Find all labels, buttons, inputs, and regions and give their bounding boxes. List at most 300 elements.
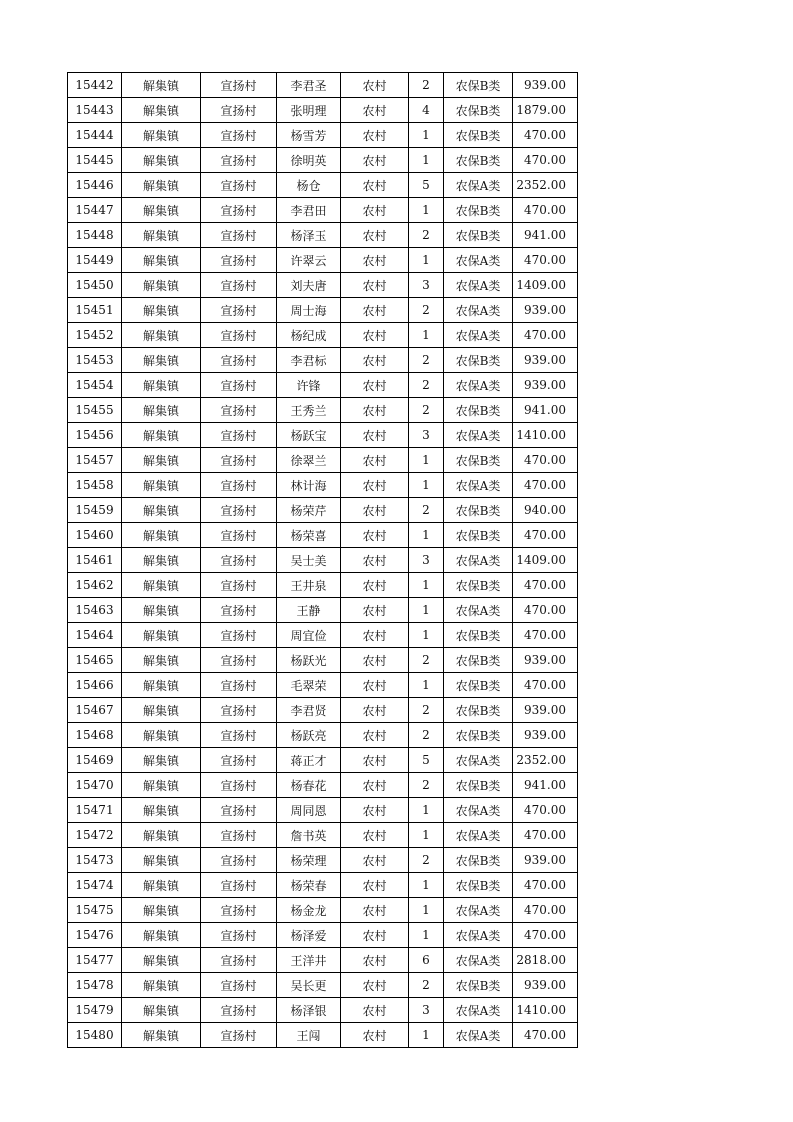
table-row	[68, 398, 578, 423]
cell-record-id: 15467	[68, 698, 122, 723]
table-row	[68, 348, 578, 373]
cell-household-type: 农村	[341, 523, 409, 548]
cell-insurance-category: 农保A类	[444, 323, 513, 348]
table-row	[68, 873, 578, 898]
cell-household-type: 农村	[341, 73, 409, 98]
cell-insurance-category: 农保A类	[444, 548, 513, 573]
cell-village: 宣扬村	[201, 298, 277, 323]
cell-household-type: 农村	[341, 548, 409, 573]
cell-amount: 470.00	[513, 823, 578, 848]
cell-insurance-category: 农保A类	[444, 248, 513, 273]
cell-member-count: 4	[409, 98, 444, 123]
table-row	[68, 123, 578, 148]
cell-record-id: 15458	[68, 473, 122, 498]
cell-member-count: 5	[409, 748, 444, 773]
cell-name: 杨仓	[277, 173, 341, 198]
cell-town: 解集镇	[122, 948, 201, 973]
cell-member-count: 2	[409, 698, 444, 723]
cell-amount: 470.00	[513, 248, 578, 273]
cell-insurance-category: 农保A类	[444, 598, 513, 623]
cell-insurance-category: 农保A类	[444, 748, 513, 773]
cell-household-type: 农村	[341, 748, 409, 773]
cell-insurance-category: 农保B类	[444, 873, 513, 898]
cell-record-id: 15464	[68, 623, 122, 648]
cell-amount: 470.00	[513, 798, 578, 823]
cell-record-id: 15476	[68, 923, 122, 948]
cell-record-id: 15449	[68, 248, 122, 273]
cell-village: 宣扬村	[201, 498, 277, 523]
cell-record-id: 15463	[68, 598, 122, 623]
cell-insurance-category: 农保B类	[444, 673, 513, 698]
table-row	[68, 623, 578, 648]
cell-village: 宣扬村	[201, 323, 277, 348]
cell-household-type: 农村	[341, 123, 409, 148]
cell-village: 宣扬村	[201, 673, 277, 698]
cell-town: 解集镇	[122, 673, 201, 698]
cell-name: 李君田	[277, 198, 341, 223]
cell-amount: 1410.00	[513, 998, 578, 1023]
cell-insurance-category: 农保A类	[444, 373, 513, 398]
cell-member-count: 2	[409, 223, 444, 248]
cell-amount: 470.00	[513, 923, 578, 948]
cell-name: 许锋	[277, 373, 341, 398]
table-row	[68, 723, 578, 748]
cell-village: 宣扬村	[201, 173, 277, 198]
cell-village: 宣扬村	[201, 398, 277, 423]
cell-record-id: 15462	[68, 573, 122, 598]
cell-member-count: 2	[409, 298, 444, 323]
cell-member-count: 1	[409, 123, 444, 148]
cell-member-count: 2	[409, 773, 444, 798]
cell-town: 解集镇	[122, 448, 201, 473]
cell-town: 解集镇	[122, 398, 201, 423]
cell-member-count: 1	[409, 573, 444, 598]
cell-member-count: 1	[409, 823, 444, 848]
cell-record-id: 15465	[68, 648, 122, 673]
table-row	[68, 273, 578, 298]
cell-insurance-category: 农保B类	[444, 648, 513, 673]
cell-amount: 939.00	[513, 348, 578, 373]
cell-village: 宣扬村	[201, 573, 277, 598]
cell-record-id: 15448	[68, 223, 122, 248]
cell-record-id: 15480	[68, 1023, 122, 1048]
cell-insurance-category: 农保B类	[444, 198, 513, 223]
cell-member-count: 1	[409, 873, 444, 898]
cell-name: 詹书英	[277, 823, 341, 848]
cell-town: 解集镇	[122, 698, 201, 723]
cell-name: 王闯	[277, 1023, 341, 1048]
cell-village: 宣扬村	[201, 973, 277, 998]
cell-insurance-category: 农保B类	[444, 398, 513, 423]
cell-amount: 939.00	[513, 973, 578, 998]
cell-name: 杨金龙	[277, 898, 341, 923]
cell-household-type: 农村	[341, 723, 409, 748]
cell-name: 杨荣芹	[277, 498, 341, 523]
cell-town: 解集镇	[122, 748, 201, 773]
cell-town: 解集镇	[122, 498, 201, 523]
cell-name: 王静	[277, 598, 341, 623]
cell-town: 解集镇	[122, 898, 201, 923]
cell-insurance-category: 农保A类	[444, 998, 513, 1023]
cell-member-count: 3	[409, 423, 444, 448]
cell-town: 解集镇	[122, 823, 201, 848]
cell-town: 解集镇	[122, 473, 201, 498]
cell-household-type: 农村	[341, 673, 409, 698]
cell-member-count: 1	[409, 198, 444, 223]
cell-insurance-category: 农保B类	[444, 98, 513, 123]
cell-member-count: 1	[409, 1023, 444, 1048]
cell-amount: 939.00	[513, 373, 578, 398]
cell-town: 解集镇	[122, 173, 201, 198]
cell-insurance-category: 农保B类	[444, 698, 513, 723]
cell-member-count: 3	[409, 273, 444, 298]
table-row	[68, 148, 578, 173]
cell-household-type: 农村	[341, 873, 409, 898]
cell-household-type: 农村	[341, 448, 409, 473]
cell-insurance-category: 农保A类	[444, 298, 513, 323]
cell-village: 宣扬村	[201, 823, 277, 848]
cell-record-id: 15474	[68, 873, 122, 898]
cell-town: 解集镇	[122, 798, 201, 823]
cell-village: 宣扬村	[201, 923, 277, 948]
table-row	[68, 373, 578, 398]
cell-name: 徐翠兰	[277, 448, 341, 473]
table-row	[68, 573, 578, 598]
cell-record-id: 15446	[68, 173, 122, 198]
cell-member-count: 2	[409, 348, 444, 373]
cell-town: 解集镇	[122, 848, 201, 873]
cell-insurance-category: 农保B类	[444, 148, 513, 173]
cell-town: 解集镇	[122, 73, 201, 98]
cell-name: 刘夫唐	[277, 273, 341, 298]
cell-member-count: 2	[409, 723, 444, 748]
cell-name: 杨跃光	[277, 648, 341, 673]
cell-insurance-category: 农保B类	[444, 348, 513, 373]
records-table-body	[68, 73, 578, 1048]
cell-record-id: 15455	[68, 398, 122, 423]
cell-insurance-category: 农保B类	[444, 848, 513, 873]
cell-household-type: 农村	[341, 498, 409, 523]
cell-household-type: 农村	[341, 473, 409, 498]
cell-name: 杨泽爱	[277, 923, 341, 948]
table-row	[68, 498, 578, 523]
table-row	[68, 198, 578, 223]
cell-amount: 941.00	[513, 398, 578, 423]
cell-name: 杨泽银	[277, 998, 341, 1023]
cell-village: 宣扬村	[201, 123, 277, 148]
cell-amount: 470.00	[513, 198, 578, 223]
cell-record-id: 15443	[68, 98, 122, 123]
cell-town: 解集镇	[122, 148, 201, 173]
cell-insurance-category: 农保B类	[444, 73, 513, 98]
cell-household-type: 农村	[341, 198, 409, 223]
cell-amount: 470.00	[513, 123, 578, 148]
cell-record-id: 15466	[68, 673, 122, 698]
cell-member-count: 1	[409, 448, 444, 473]
cell-name: 杨荣喜	[277, 523, 341, 548]
cell-town: 解集镇	[122, 873, 201, 898]
cell-insurance-category: 农保B类	[444, 123, 513, 148]
cell-amount: 2352.00	[513, 748, 578, 773]
cell-town: 解集镇	[122, 248, 201, 273]
cell-village: 宣扬村	[201, 548, 277, 573]
cell-household-type: 农村	[341, 1023, 409, 1048]
cell-record-id: 15447	[68, 198, 122, 223]
cell-amount: 1409.00	[513, 548, 578, 573]
cell-name: 杨跃亮	[277, 723, 341, 748]
cell-record-id: 15456	[68, 423, 122, 448]
cell-amount: 939.00	[513, 698, 578, 723]
table-row	[68, 73, 578, 98]
cell-town: 解集镇	[122, 348, 201, 373]
cell-town: 解集镇	[122, 423, 201, 448]
cell-amount: 2352.00	[513, 173, 578, 198]
cell-member-count: 1	[409, 523, 444, 548]
cell-record-id: 15479	[68, 998, 122, 1023]
cell-household-type: 农村	[341, 148, 409, 173]
cell-insurance-category: 农保A类	[444, 423, 513, 448]
cell-town: 解集镇	[122, 298, 201, 323]
cell-amount: 470.00	[513, 323, 578, 348]
cell-name: 蒋正才	[277, 748, 341, 773]
cell-name: 杨春花	[277, 773, 341, 798]
cell-insurance-category: 农保A类	[444, 273, 513, 298]
cell-household-type: 农村	[341, 773, 409, 798]
cell-name: 周同恩	[277, 798, 341, 823]
cell-name: 毛翠荣	[277, 673, 341, 698]
cell-name: 李君贤	[277, 698, 341, 723]
cell-household-type: 农村	[341, 698, 409, 723]
cell-member-count: 2	[409, 973, 444, 998]
cell-household-type: 农村	[341, 998, 409, 1023]
cell-name: 李君标	[277, 348, 341, 373]
table-row	[68, 748, 578, 773]
table-row	[68, 598, 578, 623]
cell-member-count: 1	[409, 923, 444, 948]
cell-household-type: 农村	[341, 273, 409, 298]
cell-household-type: 农村	[341, 848, 409, 873]
table-row	[68, 1023, 578, 1048]
cell-village: 宣扬村	[201, 1023, 277, 1048]
cell-amount: 941.00	[513, 223, 578, 248]
cell-record-id: 15473	[68, 848, 122, 873]
cell-village: 宣扬村	[201, 773, 277, 798]
cell-village: 宣扬村	[201, 423, 277, 448]
cell-insurance-category: 农保A类	[444, 823, 513, 848]
cell-record-id: 15460	[68, 523, 122, 548]
cell-village: 宣扬村	[201, 873, 277, 898]
cell-name: 吴长更	[277, 973, 341, 998]
cell-village: 宣扬村	[201, 373, 277, 398]
table-row	[68, 848, 578, 873]
cell-member-count: 3	[409, 548, 444, 573]
cell-insurance-category: 农保A类	[444, 473, 513, 498]
cell-household-type: 农村	[341, 98, 409, 123]
cell-name: 王洋井	[277, 948, 341, 973]
table-row	[68, 673, 578, 698]
cell-village: 宣扬村	[201, 848, 277, 873]
cell-village: 宣扬村	[201, 248, 277, 273]
cell-record-id: 15478	[68, 973, 122, 998]
cell-village: 宣扬村	[201, 723, 277, 748]
cell-town: 解集镇	[122, 548, 201, 573]
cell-household-type: 农村	[341, 223, 409, 248]
cell-household-type: 农村	[341, 973, 409, 998]
cell-village: 宣扬村	[201, 73, 277, 98]
cell-name: 杨泽玉	[277, 223, 341, 248]
cell-name: 杨跃宝	[277, 423, 341, 448]
cell-village: 宣扬村	[201, 148, 277, 173]
cell-insurance-category: 农保B类	[444, 523, 513, 548]
table-row	[68, 548, 578, 573]
cell-name: 徐明英	[277, 148, 341, 173]
cell-amount: 940.00	[513, 498, 578, 523]
cell-household-type: 农村	[341, 298, 409, 323]
cell-amount: 939.00	[513, 723, 578, 748]
cell-member-count: 1	[409, 798, 444, 823]
cell-village: 宣扬村	[201, 798, 277, 823]
cell-name: 杨纪成	[277, 323, 341, 348]
table-row	[68, 798, 578, 823]
cell-amount: 941.00	[513, 773, 578, 798]
cell-record-id: 15469	[68, 748, 122, 773]
cell-household-type: 农村	[341, 248, 409, 273]
table-row	[68, 648, 578, 673]
cell-name: 周宜俭	[277, 623, 341, 648]
cell-household-type: 农村	[341, 373, 409, 398]
cell-name: 周士海	[277, 298, 341, 323]
cell-record-id: 15451	[68, 298, 122, 323]
cell-amount: 470.00	[513, 873, 578, 898]
cell-record-id: 15452	[68, 323, 122, 348]
cell-record-id: 15457	[68, 448, 122, 473]
cell-village: 宣扬村	[201, 473, 277, 498]
cell-member-count: 1	[409, 148, 444, 173]
cell-village: 宣扬村	[201, 523, 277, 548]
cell-town: 解集镇	[122, 523, 201, 548]
cell-record-id: 15472	[68, 823, 122, 848]
cell-insurance-category: 农保B类	[444, 773, 513, 798]
table-row	[68, 248, 578, 273]
cell-insurance-category: 农保A类	[444, 173, 513, 198]
cell-name: 林计海	[277, 473, 341, 498]
cell-town: 解集镇	[122, 598, 201, 623]
cell-member-count: 2	[409, 648, 444, 673]
cell-insurance-category: 农保B类	[444, 973, 513, 998]
cell-insurance-category: 农保A类	[444, 948, 513, 973]
cell-village: 宣扬村	[201, 748, 277, 773]
cell-household-type: 农村	[341, 598, 409, 623]
cell-record-id: 15442	[68, 73, 122, 98]
cell-village: 宣扬村	[201, 348, 277, 373]
cell-member-count: 6	[409, 948, 444, 973]
cell-name: 王井泉	[277, 573, 341, 598]
cell-member-count: 2	[409, 398, 444, 423]
cell-insurance-category: 农保B类	[444, 723, 513, 748]
cell-town: 解集镇	[122, 223, 201, 248]
table-row	[68, 523, 578, 548]
cell-town: 解集镇	[122, 373, 201, 398]
cell-record-id: 15445	[68, 148, 122, 173]
cell-village: 宣扬村	[201, 598, 277, 623]
cell-amount: 470.00	[513, 523, 578, 548]
cell-amount: 470.00	[513, 898, 578, 923]
cell-amount: 1879.00	[513, 98, 578, 123]
cell-village: 宣扬村	[201, 698, 277, 723]
cell-household-type: 农村	[341, 423, 409, 448]
cell-village: 宣扬村	[201, 648, 277, 673]
table-row	[68, 823, 578, 848]
table-row	[68, 923, 578, 948]
cell-amount: 939.00	[513, 73, 578, 98]
cell-name: 吴士美	[277, 548, 341, 573]
cell-town: 解集镇	[122, 573, 201, 598]
cell-member-count: 5	[409, 173, 444, 198]
cell-village: 宣扬村	[201, 898, 277, 923]
cell-insurance-category: 农保A类	[444, 898, 513, 923]
cell-household-type: 农村	[341, 173, 409, 198]
cell-amount: 470.00	[513, 573, 578, 598]
cell-insurance-category: 农保A类	[444, 798, 513, 823]
cell-village: 宣扬村	[201, 198, 277, 223]
cell-town: 解集镇	[122, 98, 201, 123]
cell-village: 宣扬村	[201, 623, 277, 648]
cell-village: 宣扬村	[201, 273, 277, 298]
cell-village: 宣扬村	[201, 448, 277, 473]
cell-insurance-category: 农保A类	[444, 1023, 513, 1048]
cell-record-id: 15471	[68, 798, 122, 823]
table-row	[68, 473, 578, 498]
cell-household-type: 农村	[341, 323, 409, 348]
cell-household-type: 农村	[341, 348, 409, 373]
table-row	[68, 448, 578, 473]
cell-town: 解集镇	[122, 648, 201, 673]
cell-member-count: 3	[409, 998, 444, 1023]
cell-name: 杨荣春	[277, 873, 341, 898]
cell-member-count: 2	[409, 498, 444, 523]
cell-household-type: 农村	[341, 823, 409, 848]
records-table	[67, 72, 578, 1048]
cell-amount: 470.00	[513, 448, 578, 473]
cell-insurance-category: 农保A类	[444, 923, 513, 948]
cell-amount: 470.00	[513, 148, 578, 173]
cell-household-type: 农村	[341, 648, 409, 673]
table-row	[68, 423, 578, 448]
cell-record-id: 15461	[68, 548, 122, 573]
cell-member-count: 1	[409, 473, 444, 498]
table-row	[68, 998, 578, 1023]
cell-town: 解集镇	[122, 123, 201, 148]
cell-member-count: 1	[409, 898, 444, 923]
cell-amount: 939.00	[513, 298, 578, 323]
cell-household-type: 农村	[341, 923, 409, 948]
cell-member-count: 2	[409, 373, 444, 398]
cell-household-type: 农村	[341, 398, 409, 423]
cell-name: 杨荣理	[277, 848, 341, 873]
cell-amount: 470.00	[513, 673, 578, 698]
cell-insurance-category: 农保B类	[444, 623, 513, 648]
cell-household-type: 农村	[341, 898, 409, 923]
cell-name: 许翠云	[277, 248, 341, 273]
cell-record-id: 15454	[68, 373, 122, 398]
cell-name: 张明理	[277, 98, 341, 123]
table-row	[68, 173, 578, 198]
cell-town: 解集镇	[122, 623, 201, 648]
cell-household-type: 农村	[341, 623, 409, 648]
cell-town: 解集镇	[122, 998, 201, 1023]
cell-member-count: 1	[409, 673, 444, 698]
cell-village: 宣扬村	[201, 223, 277, 248]
